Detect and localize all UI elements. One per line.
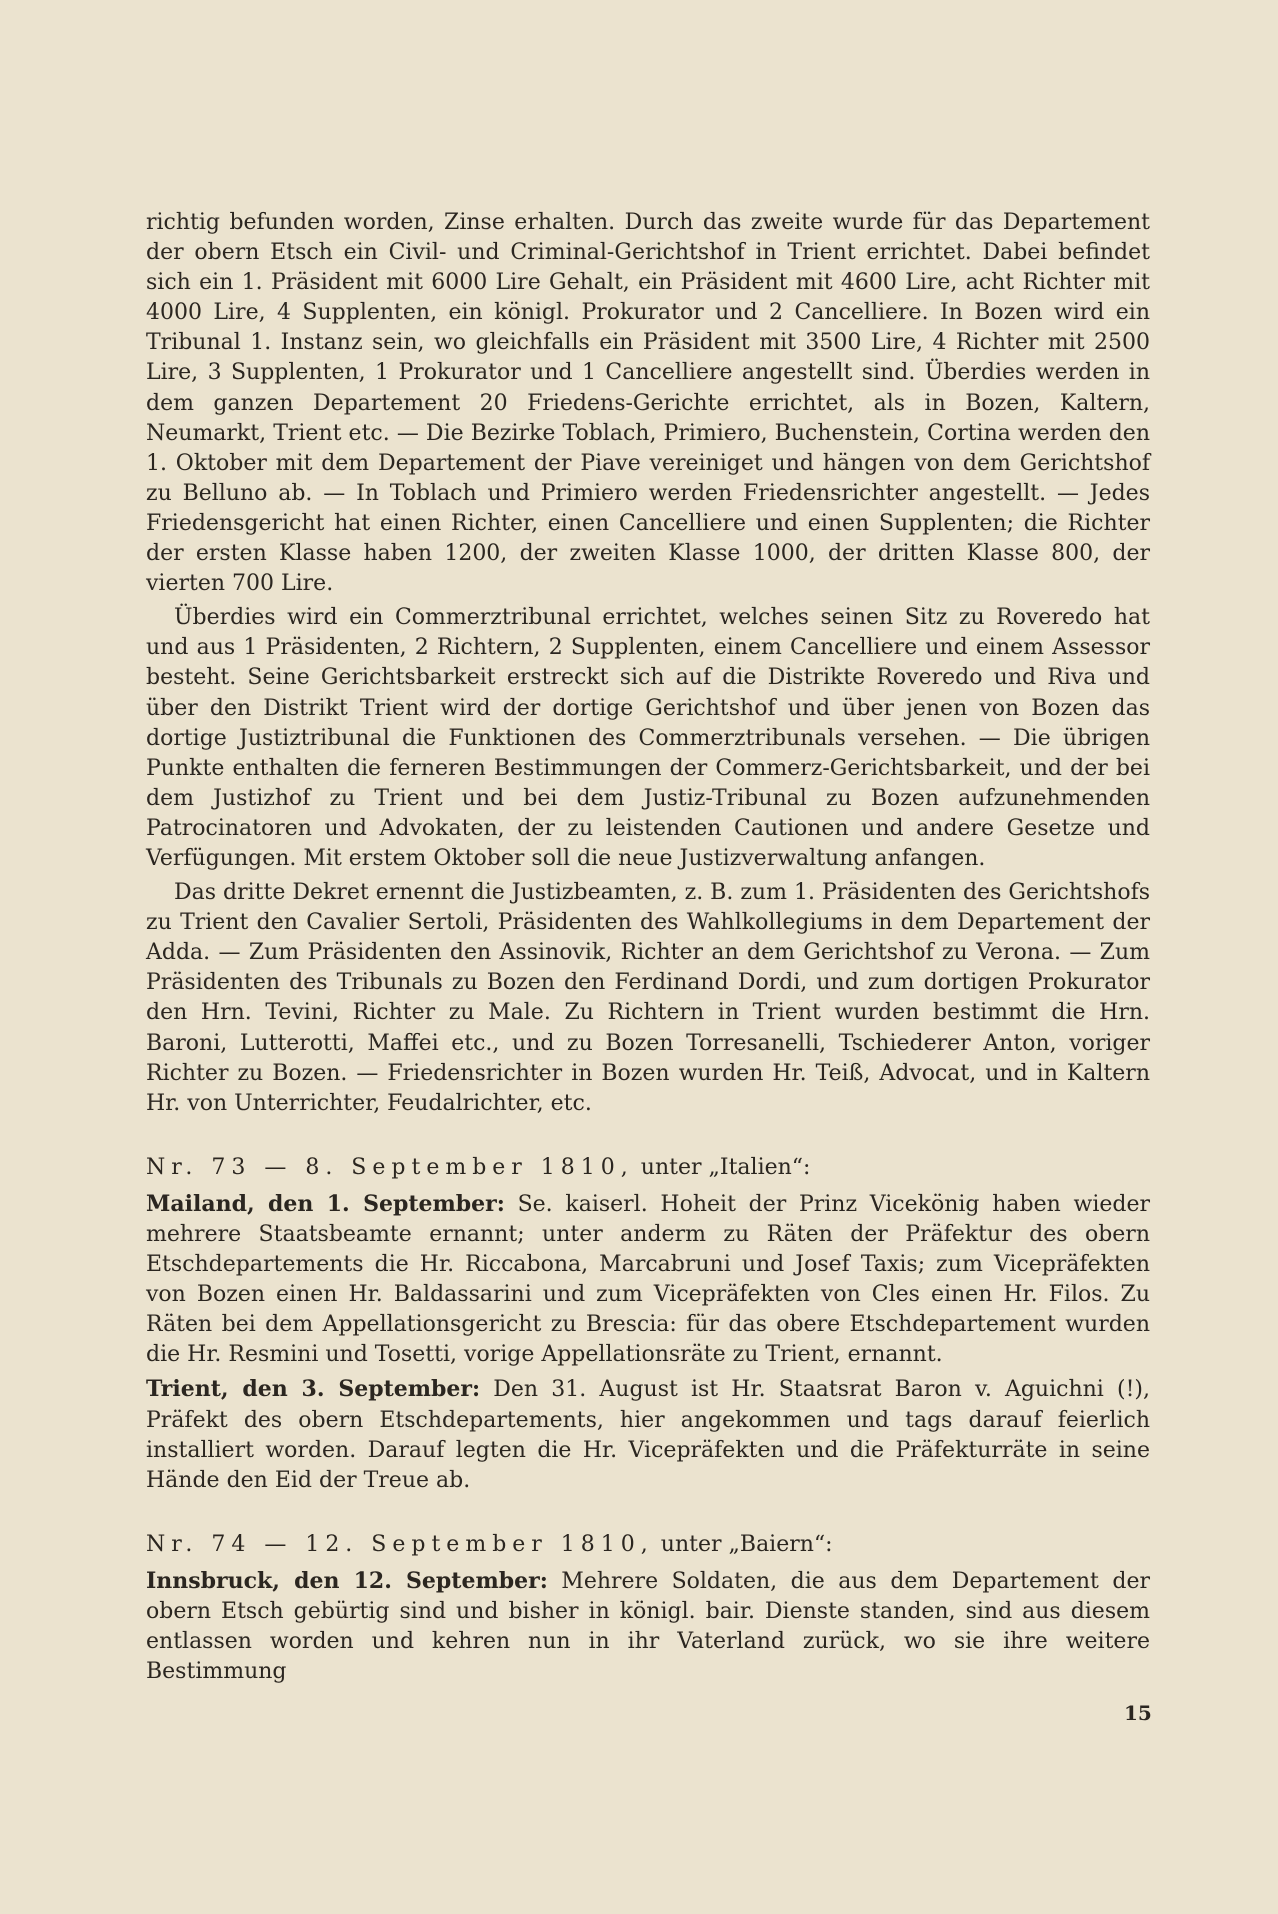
news-text: Mehrere Soldaten, die aus dem Departement der obern Etsch gebürtig sind und bisher in königl. bair. Dienste standen, sind aus diesem entlassen worden und kehren nun in ihr Vaterland zurück, wo sie ihre weitere Bestimmung	[146, 1568, 1150, 1685]
news-dateline: Innsbruck, den 12. September:	[146, 1567, 548, 1594]
news-dateline: Trient, den 3. September:	[146, 1376, 481, 1403]
news-item	[146, 1374, 1150, 1495]
news-dateline: Mailand, den 1. September:	[146, 1190, 505, 1217]
news-text: Se. kaiserl. Hoheit der Prinz Vicekönig haben wieder mehrere Staatsbeamte ernannt; unter anderm zu Räten der Präfektur des obern Etschdepartements die Hr. Riccabona, Marcabruni und Josef Taxis; zum Vicepräfekten von Bozen einen Hr. Baldassarini und zum Vicepräfekten von Cles einen Hr. Filos. Zu Räten bei dem Appellationsgericht zu Brescia: für das obere Etschdepartement wurden die Hr. Resmini und Tosetti, vorige Appellationsräte zu Trient, ernannt.	[146, 1191, 1150, 1368]
heading-rubric: unter „Italien“:	[633, 1154, 811, 1180]
page-text	[146, 208, 1150, 1691]
news-item	[146, 1566, 1150, 1687]
heading-issue: Nr. 74 — 12. September 1810,	[146, 1531, 654, 1557]
heading-rubric: unter „Baiern“:	[653, 1531, 833, 1557]
page-number: 15	[1124, 1701, 1152, 1725]
section-heading-nr-73	[146, 1153, 1150, 1183]
body-paragraph: Das dritte Dekret ernennt die Justizbeamten, z. B. zum 1. Präsidenten des Gerichtshofs zu Trient den Cavalier Sertoli, Präsidenten des Wahlkollegiums in dem Departement der Adda. — Zum Präsidenten den Assinovik, Richter an dem Gerichtshof zu Verona. — Zum Präsidenten des Tribunals zu Bozen den Ferdinand Dordi, und zum dortigen Prokurator den Hrn. Tevini, Richter zu Male. Zu Richtern in Trient wurden bestimmt die Hrn. Baroni, Lutterotti, Maffei etc., und zu Bozen Torresanelli, Tschiederer Anton, voriger Richter zu Bozen. — Friedensrichter in Bozen wurden Hr. Teiß, Advocat, und in Kaltern Hr. von Unterrichter, Feudalrichter, etc.	[146, 880, 1150, 1116]
section-heading-nr-74	[146, 1530, 1150, 1560]
heading-issue: Nr. 73 — 8. September 1810,	[146, 1154, 634, 1180]
body-paragraph: richtig befunden worden, Zinse erhalten. Durch das zweite wurde für das Departement der obern Etsch ein Civil- und Criminal-Gerichtshof in Trient errichtet. Dabei befindet sich ein 1. Präsident mit 6000 Lire Gehalt, ein Präsident mit 4600 Lire, acht Richter mit 4000 Lire, 4 Supplenten, ein königl. Prokurator und 2 Cancelliere. In Bozen wird ein Tribunal 1. Instanz sein, wo gleichfalls ein Präsident mit 3500 Lire, 4 Richter mit 2500 Lire, 3 Supplenten, 1 Prokurator und 1 Cancelliere angestellt sind. Überdies werden in dem ganzen Departement 20 Friedens-Gerichte errichtet, als in Bozen, Kaltern, Neumarkt, Trient etc. — Die Bezirke Toblach, Primiero, Buchenstein, Cortina werden den 1. Oktober mit dem Departement der Piave vereiniget und hängen von dem Gerichtshof zu Belluno ab. — In Toblach und Primiero werden Friedensrichter angestellt. — Jedes Friedensgericht hat einen Richter, einen Cancelliere und einen Supplenten; die Richter der ersten Klasse haben 1200, der zweiten Klasse 1000, der dritten Klasse 800, der vierten 700 Lire.	[146, 210, 1150, 597]
news-text: Den 31. August ist Hr. Staatsrat Baron v. Aguichni (!), Präfekt des obern Etschdepartements, hier angekommen und tags darauf feierlich installiert worden. Darauf legten die Hr. Vicepräfekten und die Präfekturräte in seine Hände den Eid der Treue ab.	[146, 1377, 1150, 1493]
news-item	[146, 1189, 1150, 1371]
body-paragraph: Überdies wird ein Commerztribunal errichtet, welches seinen Sitz zu Roveredo hat und aus 1 Präsidenten, 2 Richtern, 2 Supplenten, einem Cancelliere und einem Assessor besteht. Seine Gerichtsbarkeit erstreckt sich auf die Distrikte Roveredo und Riva und über den Distrikt Trient wird der dortige Gerichtshof und über jenen von Bozen das dortige Justiztribunal die Funktionen des Commerztribunals versehen. — Die übrigen Punkte enthalten die ferneren Bestimmungen der Commerz-Gerichtsbarkeit, und der bei dem Justizhof zu Trient und bei dem Justiz-Tribunal zu Bozen aufzunehmenden Patrocinatoren und Advokaten, der zu leistenden Cautionen und andere Gesetze und Verfügungen. Mit erstem Oktober soll die neue Justizverwaltung anfangen.	[146, 605, 1150, 871]
